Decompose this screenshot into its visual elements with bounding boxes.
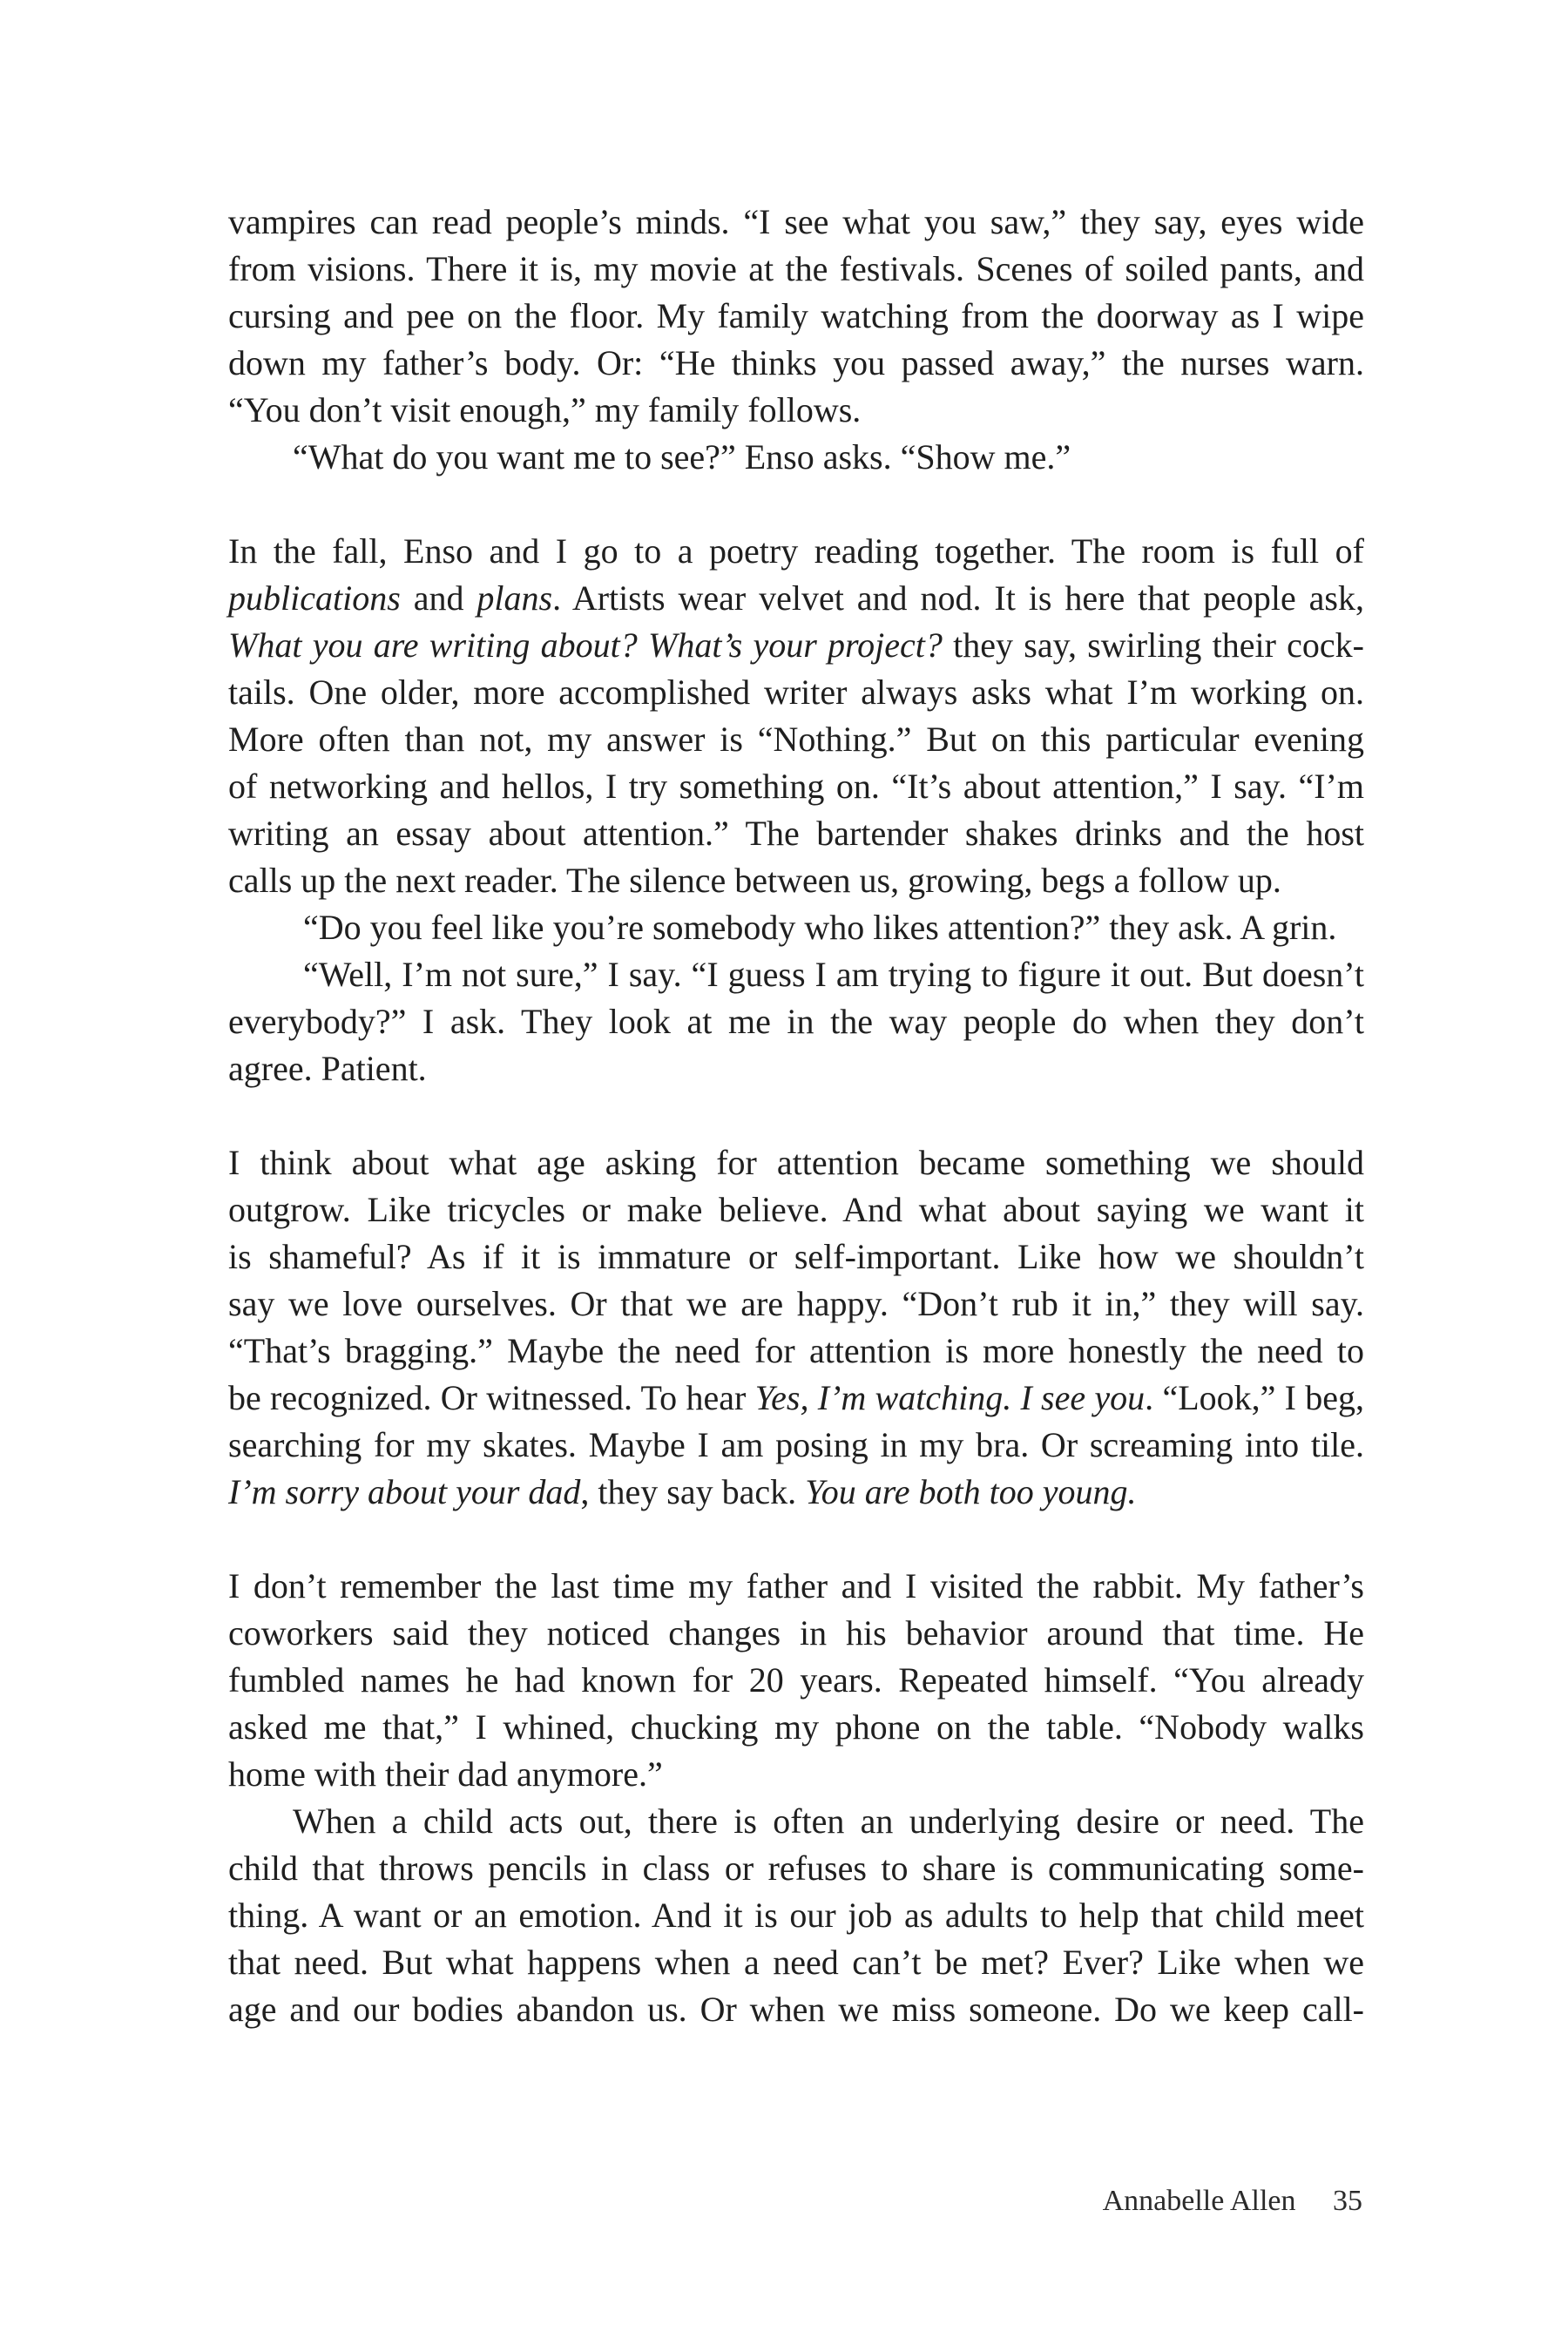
text-run: and <box>400 578 477 618</box>
text-line: asked me that,” I whined, chucking my phone on the table. “Nobody walks <box>228 1707 1364 1747</box>
text-line: child that throws pencils in class or refuses to share is communicating some- <box>228 1848 1364 1888</box>
text-run: . Artists wear velvet and nod. It is here that people ask, <box>552 578 1364 618</box>
text-run: be recognized. Or witnessed. To hear <box>228 1378 755 1417</box>
body-text <box>228 199 1364 2033</box>
text-line: home with their dad anymore.” <box>228 1754 663 1794</box>
text-line: fumbled names he had known for 20 years. Repeated himself. “You already <box>228 1660 1364 1700</box>
text-line <box>228 1469 1364 1516</box>
text-run: . “Look,” I beg, <box>1145 1378 1365 1417</box>
text-line: say we love ourselves. Or that we are happy. “Don’t rub it in,” they will say. <box>228 1284 1364 1323</box>
text-line <box>228 575 1364 622</box>
section-break <box>228 481 1364 528</box>
text-line: is shameful? As if it is immature or self-important. Like how we shouldn’t <box>228 1237 1364 1276</box>
paragraph <box>228 199 1364 434</box>
text-line: searching for my skates. Maybe I am posing in my bra. Or screaming into tile. <box>228 1425 1364 1464</box>
text-line <box>228 622 1364 669</box>
text-line: More often than not, my answer is “Nothing.” But on this particular evening <box>228 720 1364 759</box>
text-line: I think about what age asking for attention became something we should <box>228 1143 1364 1182</box>
paragraph <box>228 1563 1364 1798</box>
italic-text: publications <box>228 578 401 618</box>
text-line: that need. But what happens when a need can’t be met? Ever? Like when we <box>228 1943 1364 1982</box>
text-line: writing an essay about attention.” The bartender shakes drinks and the host <box>228 814 1364 853</box>
author-name: Annabelle Allen <box>1102 2185 1296 2217</box>
text-line: In the fall, Enso and I go to a poetry reading together. The room is full of <box>228 531 1364 571</box>
text-line: “What do you want me to see?” Enso asks. “Show me.” <box>293 437 1071 476</box>
text-line: down my father’s body. Or: “He thinks you passed away,” the nurses warn. <box>228 343 1364 382</box>
text-line: from visions. There it is, my movie at the festivals. Scenes of soiled pants, and <box>228 249 1364 288</box>
paragraph <box>228 951 1364 1092</box>
text-line: “That’s bragging.” Maybe the need for attention is more honestly the need to <box>228 1331 1364 1370</box>
section-break <box>228 1516 1364 1563</box>
text-line: “Well, I’m not sure,” I say. “I guess I am trying to figure it out. But doesn’t <box>303 955 1364 994</box>
paragraph <box>228 904 1364 951</box>
text-line: tails. One older, more accomplished writer always asks what I’m working on. <box>228 672 1364 712</box>
text-line: agree. Patient. <box>228 1049 427 1088</box>
italic-text: You are both too young. <box>805 1472 1137 1511</box>
text-line: of networking and hellos, I try something on. “It’s about attention,” I say. “I’m <box>228 767 1364 806</box>
text-run: , they say back. <box>580 1472 806 1511</box>
italic-text: What you are writing about? What’s your project? <box>228 625 943 665</box>
paragraph <box>228 434 1364 481</box>
text-line: “Do you feel like you’re somebody who likes attention?” they ask. A grin. <box>303 908 1337 947</box>
text-line: “You don’t visit enough,” my family follows. <box>228 390 862 429</box>
italic-text: plans <box>476 578 553 618</box>
text-line: cursing and pee on the floor. My family watching from the doorway as I wipe <box>228 296 1364 335</box>
text-run: they say, swirling their cock- <box>942 625 1364 665</box>
text-line: When a child acts out, there is often an underlying desire or need. The <box>293 1801 1364 1841</box>
section-break <box>228 1092 1364 1139</box>
text-line: coworkers said they noticed changes in his behavior around that time. He <box>228 1613 1364 1652</box>
text-line: I don’t remember the last time my father and I visited the rabbit. My father’s <box>228 1566 1364 1605</box>
page-number: 35 <box>1333 2185 1362 2217</box>
running-footer <box>1103 2184 1362 2219</box>
paragraph <box>228 1139 1364 1516</box>
paragraph <box>228 528 1364 904</box>
text-line: thing. A want or an emotion. And it is our job as adults to help that child meet <box>228 1896 1364 1935</box>
italic-text: Yes, I’m watching. I see you <box>754 1378 1146 1417</box>
text-line: outgrow. Like tricycles or make believe. And what about saying we want it <box>228 1190 1364 1229</box>
italic-text: I’m sorry about your dad <box>228 1472 581 1511</box>
text-line <box>228 1375 1364 1422</box>
text-line: age and our bodies abandon us. Or when we miss someone. Do we keep call- <box>228 1990 1364 2029</box>
text-line: vampires can read people’s minds. “I see what you saw,” they say, eyes wide <box>228 202 1364 241</box>
text-line: everybody?” I ask. They look at me in the way people do when they don’t <box>228 1002 1364 1041</box>
paragraph <box>228 1798 1364 2033</box>
text-line: calls up the next reader. The silence between us, growing, begs a follow up. <box>228 861 1281 900</box>
